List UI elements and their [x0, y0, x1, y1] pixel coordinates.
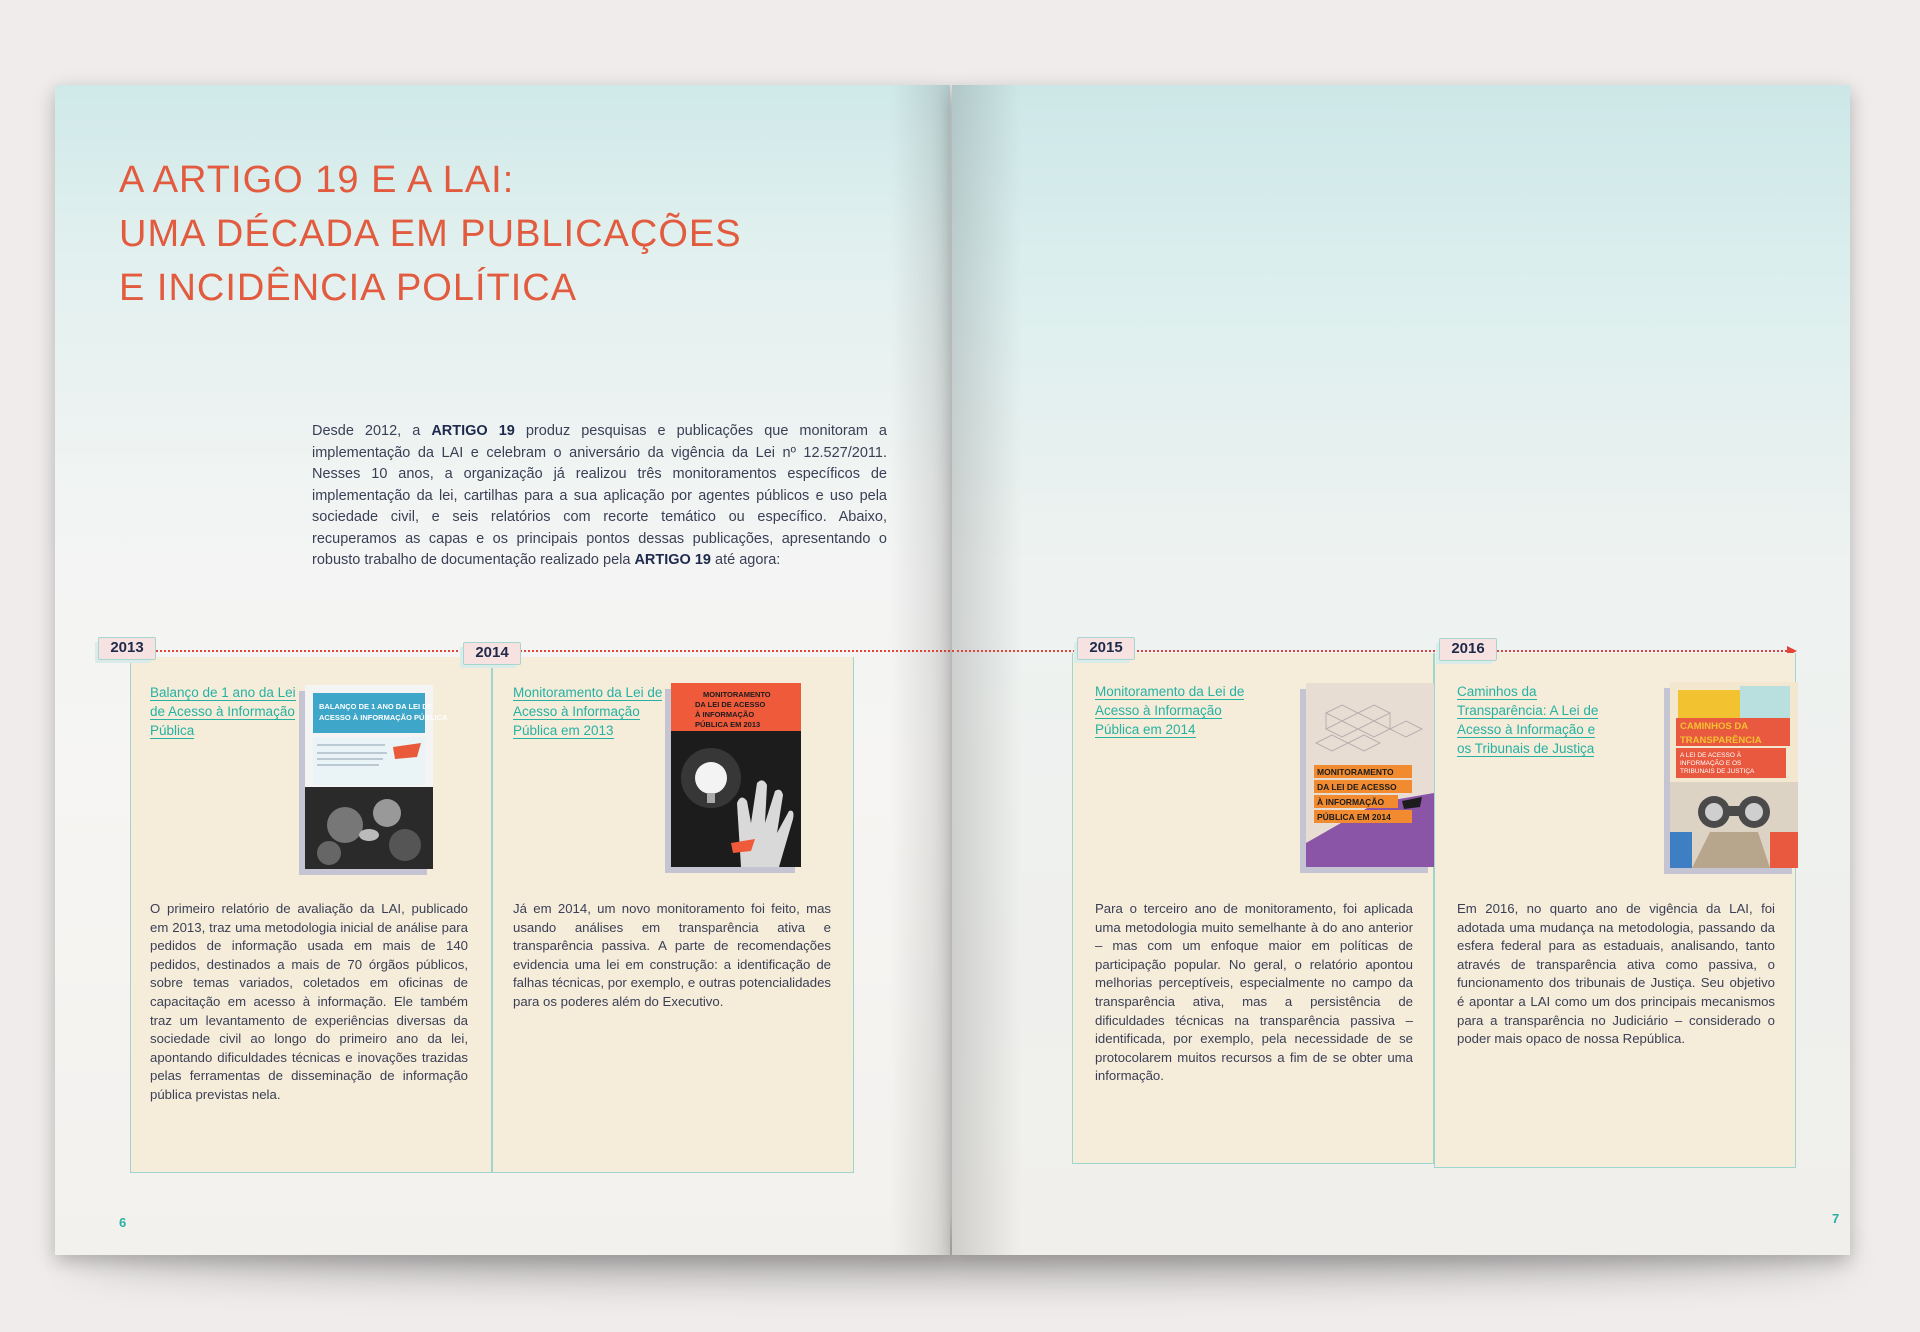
magazine-spread	[55, 85, 1850, 1255]
gutter-shade	[890, 85, 950, 1255]
svg-text:PÚBLICA EM 2014: PÚBLICA EM 2014	[1317, 812, 1391, 822]
timeline-line	[115, 650, 950, 654]
left-page	[55, 85, 950, 1255]
page-title	[119, 153, 742, 315]
svg-text:INFORMAÇÃO E OS: INFORMAÇÃO E OS	[1680, 760, 1742, 767]
publication-cover-2014	[671, 683, 801, 867]
title-line-3: E INCIDÊNCIA POLÍTICA	[119, 267, 578, 309]
title-line-2: UMA DÉCADA EM PUBLICAÇÕES	[119, 213, 742, 255]
publication-description: O primeiro relatório de avaliação da LAI, publicado em 2013, traz uma metodologia inicial de análise para pedidos de informação usada em mais de 140 pedidos, destinados a mais de 70 órgãos públicos, sobre temas variados, coletados em oficinas de capacitação em acesso à informação. Ele também traz um levantamento de experiências diversas da sociedade civil ao longo do primeiro ano da lei, apontando dificuldades técnicas e inovações trazidas pelas ferramentas de disseminação de informação pública previstas nela.	[150, 901, 468, 1102]
svg-text:À INFORMAÇÃO: À INFORMAÇÃO	[1317, 797, 1385, 807]
svg-text:PÚBLICA EM 2013: PÚBLICA EM 2013	[695, 720, 761, 729]
publication-description: Já em 2014, um novo monitoramento foi feito, mas usando análises em transparência ativa e transparência passiva. A parte de recomendações evidencia uma lei em construção: a identificação de falhas técnicas, por exemplo, e outras potencialidades para os poderes além do Executivo.	[513, 901, 831, 1009]
publication-cover-2016	[1670, 682, 1798, 868]
page-number-left: 6	[119, 1215, 127, 1230]
year-badge-2016: 2016	[1439, 638, 1497, 661]
svg-text:MONITORAMENTO: MONITORAMENTO	[703, 690, 771, 699]
publication-title[interactable]: Balanço de 1 ano da Lei de Acesso à Informação Pública	[150, 685, 296, 738]
intro-paragraph	[312, 421, 887, 572]
svg-text:MONITORAMENTO: MONITORAMENTO	[1317, 767, 1394, 777]
svg-text:CAMINHOS DA: CAMINHOS DA	[1680, 721, 1749, 732]
intro-text-start: Desde 2012, a	[312, 423, 432, 439]
gutter-shade	[952, 85, 1022, 1255]
svg-text:TRANSPARÊNCIA: TRANSPARÊNCIA	[1680, 735, 1762, 746]
svg-text:DA LEI DE ACESSO: DA LEI DE ACESSO	[695, 700, 766, 709]
intro-text-end: até agora:	[711, 552, 781, 568]
intro-text-middle: produz pesquisas e publicações que monitoram a implementação da LAI e celebram o aniversário da vigência da Lei nº 12.527/2011. Nesses 10 anos, a organização já realizou três monitoramentos específicos de implementação da lei, cartilhas para a sua aplicação por agentes públicos e uso pela sociedade civil, e seis relatórios com recorte temático ou específico. Abaixo, recuperamos as capas e os principais pontos dessas publicações, apresentando o robusto trabalho de documentação realizado pela	[312, 423, 887, 568]
svg-text:À INFORMAÇÃO: À INFORMAÇÃO	[695, 710, 755, 719]
publication-description: Em 2016, no quarto ano de vigência da LAI, foi adotada uma mudança na metodologia, passando da esfera federal para as estaduais, analisando, tanto através de transparência ativa como passiva, o funcionamento dos tribunais de Justiça. Seu objetivo é apontar a LAI como um dos principais mecanismos para a transparência no Judiciário – considerado o poder mais opaco de nossa República.	[1457, 901, 1775, 1047]
svg-text:ACESSO À INFORMAÇÃO PÚBLICA: ACESSO À INFORMAÇÃO PÚBLICA	[319, 713, 448, 722]
org-name: ARTIGO 19	[431, 423, 515, 439]
right-page	[952, 85, 1850, 1255]
svg-text:TRIBUNAIS DE JUSTIÇA: TRIBUNAIS DE JUSTIÇA	[1680, 768, 1755, 775]
publication-title[interactable]: Caminhos da Transparência: A Lei de Acesso à Informação e os Tribunais de Justiça	[1457, 684, 1599, 756]
publication-title[interactable]: Monitoramento da Lei de Acesso à Informação Pública em 2013	[513, 685, 663, 738]
publication-cover-2015	[1306, 683, 1434, 867]
publication-cover-2013	[305, 685, 448, 869]
publication-description: Para o terceiro ano de monitoramento, foi aplicada uma metodologia muito semelhante à do ano anterior – mas com um enfoque maior em políticas de participação popular. No geral, o relatório apontou melhorias perceptíveis, especialmente no campo da transparência ativa, mas a persistência de dificuldades técnicas na transparência passiva – identificada, por exemplo, pela necessidade de se protocolarem muitos recursos a fim de se obter uma informação.	[1095, 901, 1413, 1084]
org-name: ARTIGO 19	[634, 552, 711, 568]
svg-text:A LEI DE ACESSO À: A LEI DE ACESSO À	[1680, 752, 1742, 759]
svg-text:DA LEI DE ACESSO: DA LEI DE ACESSO	[1317, 782, 1397, 792]
svg-text:BALANÇO DE 1 ANO DA LEI DE: BALANÇO DE 1 ANO DA LEI DE	[319, 702, 433, 711]
year-badge-2013: 2013	[98, 637, 156, 660]
title-line-1: A ARTIGO 19 E A LAI:	[119, 159, 515, 201]
page-number-right: 7	[1832, 1211, 1840, 1226]
year-badge-2014: 2014	[463, 642, 521, 665]
publication-title[interactable]: Monitoramento da Lei de Acesso à Informação Pública em 2014	[1095, 684, 1245, 737]
year-badge-2015: 2015	[1077, 637, 1135, 660]
